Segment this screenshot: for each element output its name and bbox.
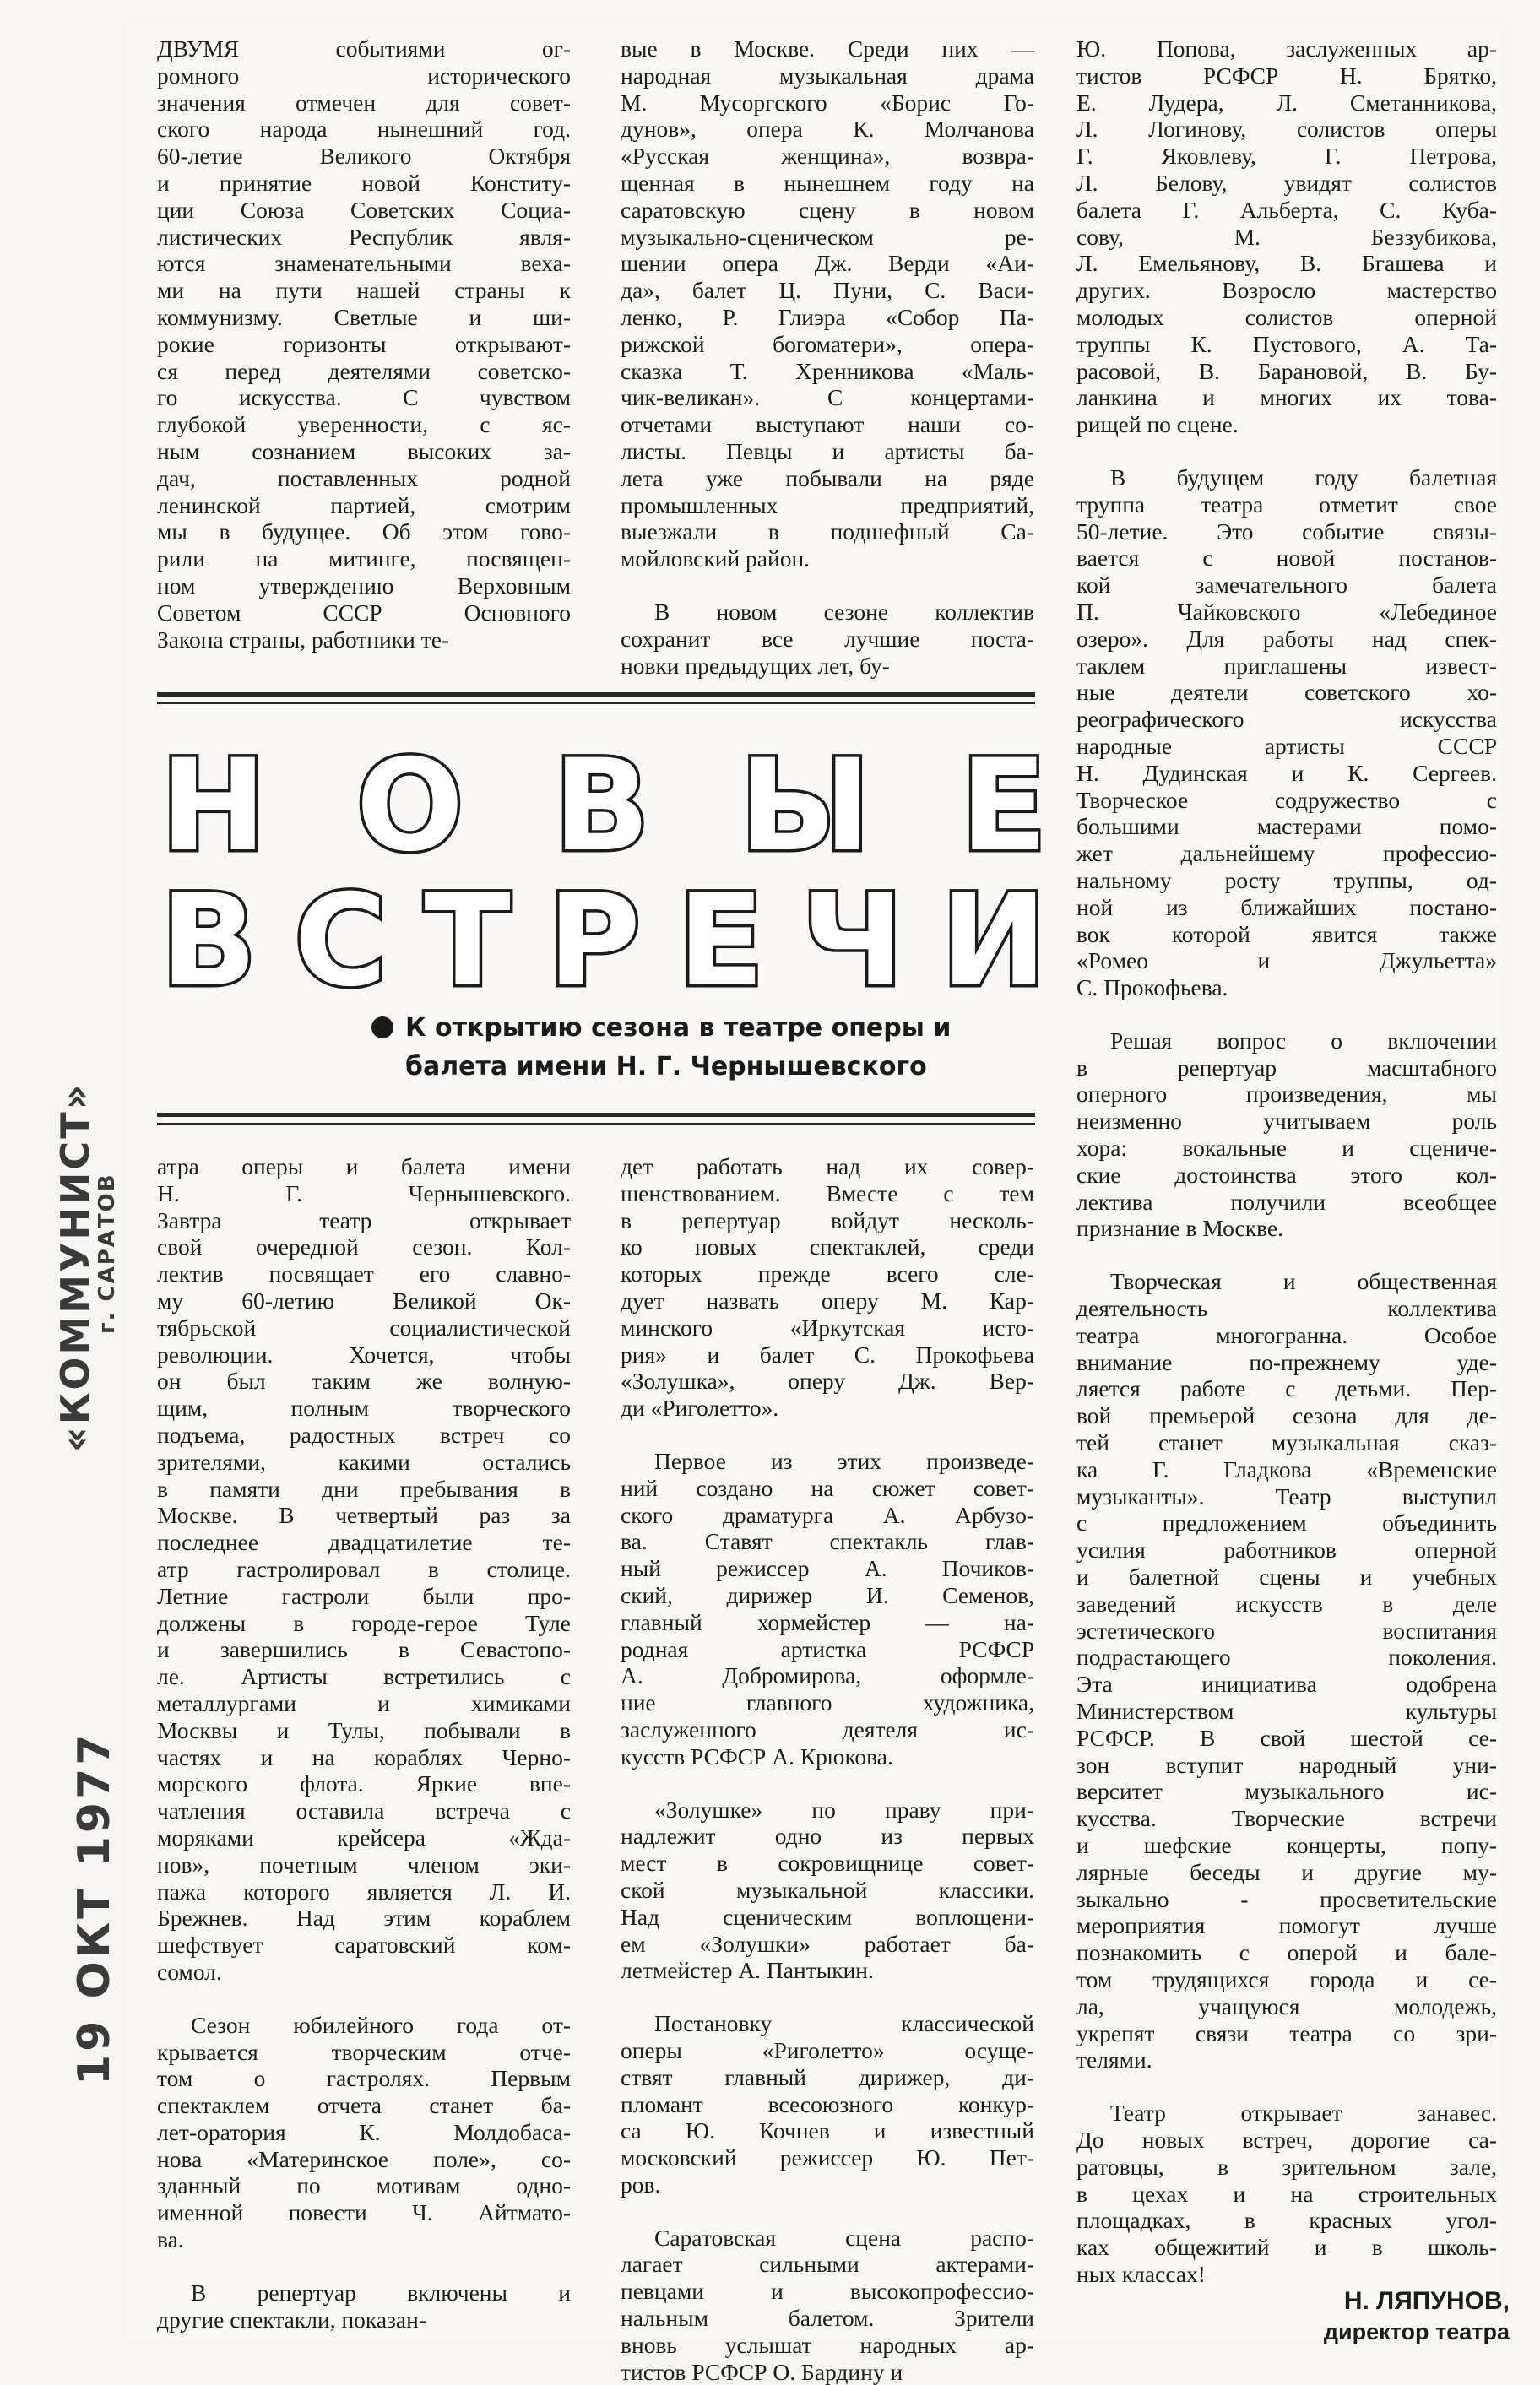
text-line: В будущем году балетная	[1110, 463, 1497, 491]
text-line: ва. Ставят спектакль глав-	[621, 1528, 1034, 1555]
text-line: московский режиссер Ю. Пет-	[621, 2144, 1034, 2171]
text-line: крывается творческим отче-	[157, 2038, 571, 2065]
text-line: ланкина и многих их това-	[1076, 384, 1497, 411]
text-line: вается с новой постанов-	[1076, 545, 1497, 572]
paragraph-gap	[1076, 1001, 1497, 1027]
text-line: в цехах и на строительных	[1076, 2180, 1497, 2207]
headline-letter: Н	[160, 733, 267, 880]
text-line: минского «Иркутская исто-	[621, 1314, 1034, 1341]
text-line: РСФСР. В свой шестой се-	[1076, 1724, 1497, 1751]
text-line: усилия работников оперной	[1076, 1537, 1497, 1564]
text-line: Министерством культуры	[1076, 1698, 1497, 1725]
text-line: ла, учащуюся молодежь,	[1076, 1992, 1497, 2019]
text-line: атр гастролировал в столице.	[157, 1555, 571, 1582]
text-line: других. Возросло мастерство	[1076, 277, 1497, 304]
text-line: ров.	[621, 2171, 661, 2198]
text-line: молодых солистов оперной	[1076, 303, 1497, 330]
text-line: зданный по мотивам одно-	[157, 2172, 571, 2199]
text-line: 60-летие Великого Октября	[157, 143, 571, 170]
text-line: ми на пути нашей страны к	[157, 277, 571, 304]
text-line: внимание по-прежнему уде-	[1076, 1348, 1497, 1375]
text-line: Завтра театр открывает	[157, 1206, 571, 1233]
text-line: певцами и высокопрофессио-	[621, 2278, 1034, 2305]
text-line: ский, дирижер И. Семенов,	[621, 1581, 1034, 1608]
text-line: нов», почетным членом эки-	[157, 1851, 571, 1878]
text-line: Н. Дудинская и К. Сергеев.	[1076, 759, 1497, 786]
text-line: ные деятели советского хо-	[1076, 679, 1497, 706]
text-line: которых прежде всего сле-	[621, 1260, 1034, 1287]
text-line: металлургами и химиками	[157, 1689, 571, 1716]
paragraph-gap	[621, 1984, 1034, 2010]
text-line: ции Союза Советских Социа-	[157, 196, 571, 223]
text-line: музыкально-сценическом ре-	[621, 223, 1034, 250]
text-line: ствят главный дирижер, ди-	[621, 2063, 1034, 2090]
text-line: Л. Логинову, солистов оперы	[1076, 116, 1497, 143]
text-line: Постановку классической	[654, 2010, 1034, 2037]
text-line: нова «Материнское поле», со-	[157, 2145, 571, 2172]
text-line: сомол.	[157, 1958, 222, 1985]
text-line: телями.	[1076, 2046, 1152, 2073]
text-line: ний создано на сюжет совет-	[621, 1474, 1034, 1501]
headline-line-2	[160, 868, 1047, 1015]
text-line: Творческая и общественная	[1110, 1268, 1497, 1295]
paragraph-gap	[621, 2198, 1034, 2225]
text-line: вок которой явится также	[1076, 920, 1497, 947]
text-line: «Ромео и Джульетта»	[1076, 947, 1497, 974]
text-line: ках общежитий и в школь-	[1076, 2234, 1497, 2261]
text-line: чатления оставила встреча с	[157, 1797, 571, 1824]
text-line: оперного произведения, мы	[1076, 1081, 1497, 1108]
text-line: В репертуар включены и	[191, 2279, 571, 2306]
text-line: Творческое содружество с	[1076, 786, 1497, 813]
text-line: музыканты». Театр выступил	[1076, 1482, 1497, 1510]
text-line: пажа которого является Л. И.	[157, 1878, 571, 1905]
text-line: Москвы и Тулы, побывали в	[157, 1716, 571, 1743]
text-line: вой премьерой сезона для де-	[1076, 1402, 1497, 1429]
text-line: рижской богоматери», опера-	[621, 330, 1034, 357]
text-line: дует назвать оперу М. Кар-	[621, 1287, 1034, 1314]
text-line: заведений искусств в деле	[1076, 1590, 1497, 1617]
text-line: В новом сезоне коллектив	[654, 598, 1034, 625]
text-line: оперы «Риголетто» осуще-	[621, 2036, 1034, 2063]
headline-rule-bottom	[157, 1113, 1035, 1117]
text-line: Ю. Попова, заслуженных ар-	[1076, 35, 1497, 62]
text-line: Первое из этих произведе-	[654, 1447, 1034, 1474]
text-line: тистов РСФСР Н. Брятко,	[1076, 62, 1497, 89]
text-line: главный хормейстер — на-	[621, 1608, 1034, 1635]
text-line: дунов», опера К. Молчанова	[621, 116, 1034, 143]
text-line: морского флота. Яркие впе-	[157, 1770, 571, 1797]
text-line: нальному росту труппы, од-	[1076, 866, 1497, 893]
text-line: нальным балетом. Зрители	[621, 2305, 1034, 2332]
text-line: ратовцы, в зрительном зале,	[1076, 2153, 1497, 2180]
text-line: му 60-летию Великой Ок-	[157, 1287, 571, 1314]
text-line: труппа театра отметит свое	[1076, 491, 1497, 518]
text-line: лярные беседы и другие му-	[1076, 1858, 1497, 1885]
text-line: П. Чайковского «Лебединое	[1076, 598, 1497, 625]
text-line: подрастающего поколения.	[1076, 1644, 1497, 1671]
text-line: тей станет музыкальная сказ-	[1076, 1429, 1497, 1456]
text-line: ной из ближайших постано-	[1076, 893, 1497, 920]
text-line: го искусства. С чувством	[157, 384, 571, 411]
text-line: новки предыдущих лет, бу-	[621, 652, 890, 679]
text-line: жет дальнейшему профессио-	[1076, 840, 1497, 867]
headline-letter: И	[941, 868, 1047, 1015]
text-line: коммунизму. Светлые и ши-	[157, 303, 571, 330]
headline-letter: Т	[424, 868, 511, 1015]
signature	[1172, 2286, 1510, 2347]
text-line: ся перед деятелями советско-	[157, 357, 571, 384]
column-2-bottom	[621, 1153, 1034, 2385]
text-line: Театр открывает занавес.	[1110, 2100, 1497, 2127]
text-line: лагает сильными актерами-	[621, 2251, 1034, 2278]
text-line: А. Добромирова, оформле-	[621, 1662, 1034, 1689]
text-line: «Золушка», оперу Дж. Вер-	[621, 1368, 1034, 1395]
text-line: «Золушке» по праву при-	[654, 1796, 1034, 1823]
text-line: народные артисты СССР	[1076, 732, 1497, 759]
text-line: Л. Белову, увидят солистов	[1076, 169, 1497, 196]
paragraph-gap	[157, 1986, 571, 2012]
text-line: лета уже побывали на ряде	[621, 464, 1034, 491]
paragraph-gap	[1076, 438, 1497, 464]
text-line: промышленных предприятий,	[621, 491, 1034, 518]
paragraph-gap	[157, 2253, 571, 2279]
text-line: Решая вопрос о включении	[1110, 1027, 1497, 1054]
text-line: Саратовская сцена распо-	[654, 2224, 1034, 2251]
text-line: ка Г. Гладкова «Временские	[1076, 1455, 1497, 1482]
text-line: Л. Емельянову, В. Бгашева и	[1076, 250, 1497, 277]
text-line: пломант всесоюзного конкур-	[621, 2090, 1034, 2117]
text-line: зыкально - просветительские	[1076, 1885, 1497, 1912]
text-line: том о гастролях. Первым	[157, 2065, 571, 2092]
headline-letter: Р	[547, 868, 641, 1015]
text-line: в репертуар войдут несколь-	[621, 1206, 1034, 1233]
text-line: и шефские концерты, попу-	[1076, 1832, 1497, 1858]
text-line: признание в Москве.	[1076, 1215, 1284, 1242]
headline-letter: В	[553, 733, 650, 880]
text-line: озеро». Для работы над спек-	[1076, 625, 1497, 652]
text-line: ского народа нынешний год.	[157, 116, 571, 143]
text-line: Над сценическим воплощени-	[621, 1903, 1034, 1930]
text-line: мы в будущее. Об этом гово-	[157, 518, 571, 545]
text-line: верситет музыкального ис-	[1076, 1778, 1497, 1805]
headline-letter: Е	[677, 868, 765, 1015]
text-line: кусств РСФСР А. Крюкова.	[621, 1743, 893, 1770]
text-line: ем «Золушки» работает ба-	[621, 1930, 1034, 1957]
headline-rule-top	[157, 692, 1035, 697]
text-line: ленко, Р. Глиэра «Собор Па-	[621, 303, 1034, 330]
column-3	[1076, 35, 1497, 2288]
text-line: кой замечательного балета	[1076, 572, 1497, 599]
text-line: мест в сокровищнице совет-	[621, 1850, 1034, 1877]
text-line: он был таким же волную-	[157, 1368, 571, 1395]
text-line: эстетического воспитания	[1076, 1617, 1497, 1644]
text-line: да», балет Ц. Пуни, С. Васи-	[621, 277, 1034, 304]
headline-letter: В	[160, 868, 258, 1015]
text-line: частях и на кораблях Черно-	[157, 1743, 571, 1770]
text-line: Н. Г. Чернышевского.	[157, 1179, 571, 1206]
text-line: и завершились в Севастопо-	[157, 1636, 571, 1663]
text-line: тябрьской социалистической	[157, 1314, 571, 1341]
text-line: вновь услышат народных ар-	[621, 2331, 1034, 2358]
text-line: глубокой уверенности, с яс-	[157, 411, 571, 438]
text-line: в памяти дни пребывания в	[157, 1475, 571, 1502]
text-line: «Русская женщина», возвра-	[621, 143, 1034, 170]
column-2-top	[621, 35, 1034, 679]
text-line: укрепят связи театра со зри-	[1076, 2019, 1497, 2046]
text-line: расовой, В. Барановой, В. Бу-	[1076, 357, 1497, 384]
text-line: последнее двадцатилетие те-	[157, 1529, 571, 1556]
headline-letter: Ы	[739, 733, 871, 880]
text-line: значения отмечен для совет-	[157, 89, 571, 116]
text-line: балета Г. Альберта, С. Куба-	[1076, 196, 1497, 223]
text-line: щенная в нынешнем году на	[621, 169, 1034, 196]
text-line: моряками крейсера «Жда-	[157, 1824, 571, 1851]
text-line: лектив посвящает его славно-	[157, 1260, 571, 1287]
text-line: рищей по сцене.	[1076, 411, 1239, 438]
text-line: именной повести Ч. Айтмато-	[157, 2199, 571, 2226]
text-line: шении опера Дж. Верди «Аи-	[621, 250, 1034, 277]
author-name: Н. ЛЯПУНОВ,	[1343, 2287, 1510, 2315]
headline-line-1	[160, 733, 1047, 880]
text-line: Летние гастроли были про-	[157, 1582, 571, 1609]
text-line: ко новых спектаклей, среди	[621, 1233, 1034, 1260]
bullet-dot	[371, 1016, 393, 1038]
text-line: щим, полным творческого	[157, 1395, 571, 1422]
text-line: Советом СССР Основного	[157, 599, 571, 626]
text-line: лет-оратория К. Молдобаса-	[157, 2118, 571, 2145]
text-line: ва.	[157, 2226, 184, 2253]
text-line: подъема, радостных встреч со	[157, 1421, 571, 1448]
text-line: са Ю. Кочнев и известный	[621, 2117, 1034, 2144]
text-line: зон вступит народный уни-	[1076, 1751, 1497, 1778]
text-line: мероприятия помогут лучше	[1076, 1912, 1497, 1939]
subtitle-line-2: балета имени Н. Г. Чернышевского	[405, 1052, 927, 1081]
headline-letter: О	[355, 733, 464, 880]
text-line: другие спектакли, показан-	[157, 2306, 427, 2333]
text-line: труппы К. Пустового, А. Та-	[1076, 330, 1497, 357]
text-line: ди «Риголетто».	[621, 1395, 779, 1422]
text-line: ского драматурга А. Арбузо-	[621, 1501, 1034, 1528]
text-line: атра оперы и балета имени	[157, 1153, 571, 1179]
text-line: ляется работе с детьми. Пер-	[1076, 1375, 1497, 1402]
text-line: ном утверждению Верховным	[157, 572, 571, 599]
text-line: таклем приглашены извест-	[1076, 652, 1497, 679]
subtitle-line-1: К открытию сезона в театре оперы и	[405, 1013, 952, 1043]
text-line: свой очередной сезон. Кол-	[157, 1233, 571, 1260]
text-line: лектива получили всеобщее	[1076, 1188, 1497, 1215]
text-line: революции. Хочется, чтобы	[157, 1341, 571, 1368]
text-line: Е. Лудера, Л. Сметанникова,	[1076, 89, 1497, 116]
text-line: родная артистка РСФСР	[621, 1635, 1034, 1662]
text-line: Брежнев. Над этим кораблем	[157, 1905, 571, 1932]
text-line: и принятие новой Конститу-	[157, 169, 571, 196]
text-line: дач, поставленных родной	[157, 464, 571, 491]
text-line: шефствует саратовский ком-	[157, 1932, 571, 1959]
text-line: летмейстер А. Пантыкин.	[621, 1957, 874, 1984]
text-line: саратовскую сцену в новом	[621, 196, 1034, 223]
text-line: шенствованием. Вместе с тем	[621, 1179, 1034, 1206]
text-line: неизменно учитываем роль	[1076, 1108, 1497, 1135]
headline-rule-bottom-thin	[157, 1123, 1035, 1125]
text-line: М. Мусоргского «Борис Го-	[621, 89, 1034, 116]
text-line: спектаклем отчета станет ба-	[157, 2092, 571, 2119]
column-1-top	[157, 35, 571, 653]
paragraph-gap	[1076, 1242, 1497, 1268]
text-line: Г. Яковлеву, Г. Петрова,	[1076, 143, 1497, 170]
text-line: Эта инициатива одобрена	[1076, 1671, 1497, 1698]
text-line: зрителями, какими остались	[157, 1448, 571, 1475]
headline-rule-top-thin	[157, 702, 1035, 704]
text-line: вые в Москве. Среди них —	[621, 35, 1034, 62]
text-line: площадках, в красных угол-	[1076, 2207, 1497, 2234]
text-line: ются знаменательными веха-	[157, 250, 571, 277]
text-line: ские достоинства этого кол-	[1076, 1161, 1497, 1188]
paragraph-gap	[621, 1422, 1034, 1448]
text-line: рия» и балет С. Прокофьева	[621, 1341, 1034, 1368]
text-line: ромного исторического	[157, 62, 571, 89]
text-line: ным сознанием высоких за-	[157, 437, 571, 464]
text-line: отчетами выступают наши со-	[621, 411, 1034, 438]
text-line: Москве. В четвертый раз за	[157, 1502, 571, 1529]
paragraph-gap	[621, 1770, 1034, 1797]
text-line: мойловский район.	[621, 545, 811, 572]
text-line: листических Республик явля-	[157, 223, 571, 250]
text-line: деятельность коллектива	[1076, 1295, 1497, 1322]
text-line: листы. Певцы и артисты ба-	[621, 437, 1034, 464]
text-line: ДВУМЯ событиями ог-	[157, 35, 571, 62]
text-line: чик-великан». С концертами-	[621, 384, 1034, 411]
text-line: надлежит одно из первых	[621, 1823, 1034, 1850]
headline-letter: Е	[960, 733, 1047, 880]
column-1-bottom	[157, 1153, 571, 2333]
text-line: познакомить с оперой и бале-	[1076, 1939, 1497, 1966]
text-line: тистов РСФСР О. Бардину и	[621, 2358, 903, 2385]
text-line: с предложением объединить	[1076, 1510, 1497, 1537]
paragraph-gap	[1076, 2073, 1497, 2100]
text-line: сову, М. Беззубикова,	[1076, 223, 1497, 250]
date-stamp: 19 ОКТ 1977	[69, 1731, 120, 2085]
text-line: театра многогранна. Особое	[1076, 1321, 1497, 1348]
author-role: директор театра	[1323, 2319, 1510, 2344]
text-line: том трудящихся города и се-	[1076, 1965, 1497, 1992]
text-line: ных классах!	[1076, 2260, 1206, 2287]
newspaper-stamp: «КОММУНИСТ»	[52, 1081, 98, 1452]
text-line: должены в городе-герое Туле	[157, 1609, 571, 1636]
headline-letter: С	[294, 868, 388, 1015]
text-line: народная музыкальная драма	[621, 62, 1034, 89]
text-line: и балетной сцены и учебных	[1076, 1564, 1497, 1591]
text-line: реографического искусства	[1076, 706, 1497, 733]
subtitle	[371, 1009, 1047, 1087]
text-line: большими мастерами помо-	[1076, 813, 1497, 840]
text-line: рили на митинге, посвящен-	[157, 545, 571, 572]
paragraph-gap	[621, 572, 1034, 599]
text-line: заслуженного деятеля ис-	[621, 1716, 1034, 1743]
text-line: хора: вокальные и сцениче-	[1076, 1135, 1497, 1162]
text-line: выезжали в подшефный Са-	[621, 518, 1034, 545]
text-line: Сезон юбилейного года от-	[191, 2011, 571, 2038]
headline-letter: Ч	[801, 868, 904, 1015]
text-line: дет работать над их совер-	[621, 1153, 1034, 1179]
text-line: ние главного художника,	[621, 1689, 1034, 1716]
text-line: сказка Т. Хренникова «Маль-	[621, 357, 1034, 384]
text-line: Закона страны, работники те-	[157, 626, 450, 653]
text-line: в репертуар масштабного	[1076, 1054, 1497, 1081]
text-line: сохранит все лучшие поста-	[621, 625, 1034, 652]
text-line: С. Прокофьева.	[1076, 974, 1228, 1001]
text-line: ленинской партией, смотрим	[157, 491, 571, 518]
text-line: ный режиссер А. Почиков-	[621, 1555, 1034, 1582]
text-line: рокие горизонты открывают-	[157, 330, 571, 357]
text-line: ской музыкальной классики.	[621, 1876, 1034, 1903]
text-line: кусства. Творческие встречи	[1076, 1805, 1497, 1832]
text-line: ле. Артисты встретились с	[157, 1663, 571, 1690]
text-line: До новых встреч, дорогие са-	[1076, 2126, 1497, 2153]
text-line: 50-летие. Это событие связы-	[1076, 518, 1497, 545]
city-stamp: г. САРАТОВ	[95, 1173, 120, 1334]
